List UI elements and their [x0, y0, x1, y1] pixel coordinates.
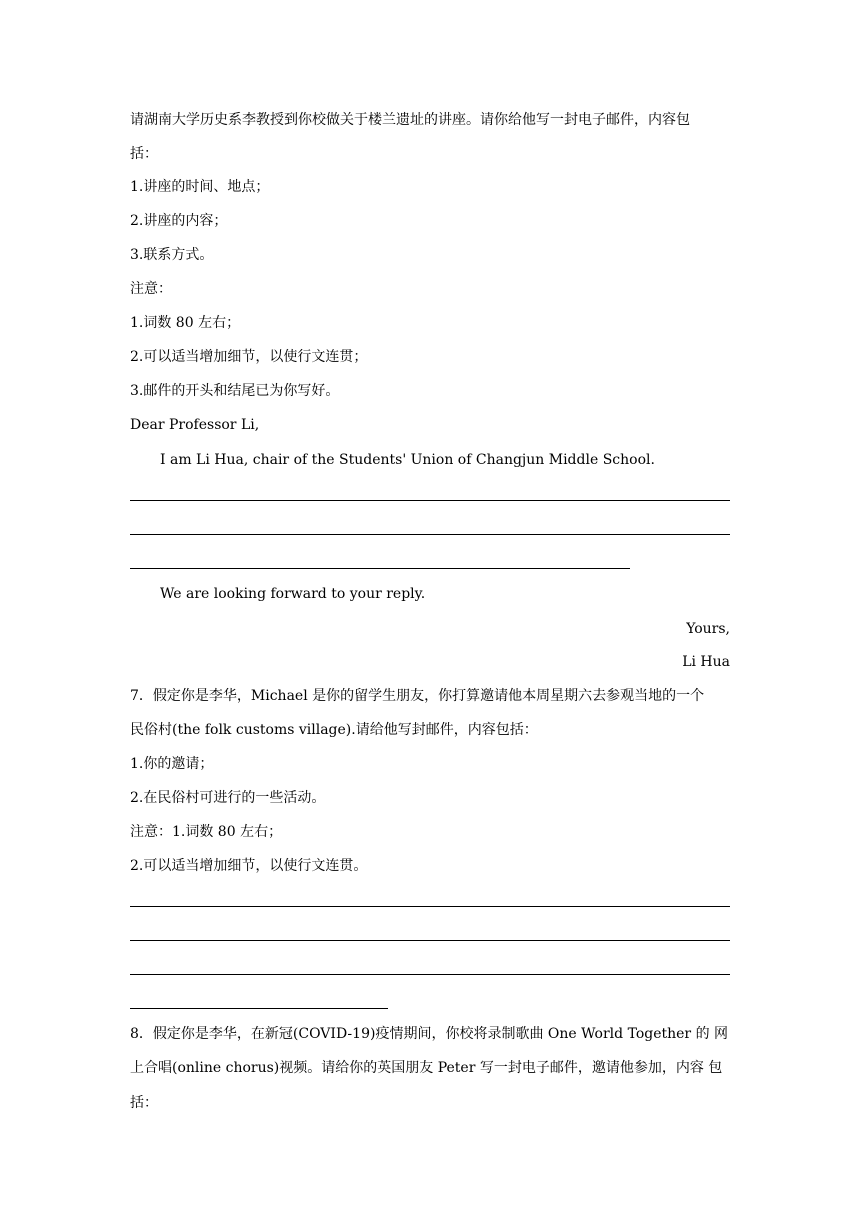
q7-prompt-line-2: 民俗村(the folk customs village).请给他写封邮件，内容包括： [130, 722, 538, 738]
q6-greeting: Dear Professor Li, [130, 417, 260, 433]
q6-opening-sentence: I am Li Hua, chair of the Students' Union of Changjun Middle School. [160, 452, 655, 468]
q7-note-2: 2.可以适当增加细节，以使行文连贯。 [130, 858, 368, 874]
q8-prompt-line-2: 上合唱(online chorus)视频。请给你的英国朋友 Peter 写一封电子邮件，邀请他参加，内容 包 [130, 1060, 723, 1076]
q6-answer-line-3 [130, 568, 630, 569]
q8-prompt-line-1: 8．假定你是李华，在新冠(COVID-19)疫情期间，你校将录制歌曲 One World Together 的 网 [130, 1026, 729, 1042]
q6-note-1: 1.词数 80 左右； [130, 315, 241, 331]
q6-requirement-3: 3.联系方式。 [130, 247, 214, 263]
q6-closing-sentence: We are looking forward to your reply. [160, 586, 426, 602]
q6-signature: Li Hua [682, 654, 730, 670]
q7-answer-line-3 [130, 974, 730, 975]
q7-requirement-2: 2.在民俗村可进行的一些活动。 [130, 790, 326, 806]
q7-answer-line-2 [130, 940, 730, 941]
q7-prompt-line-1: 7．假定你是李华，Michael 是你的留学生朋友，你打算邀请他本周星期六去参观当地的一个 [130, 688, 705, 704]
q7-answer-line-1 [130, 906, 730, 907]
q6-answer-line-1 [130, 500, 730, 501]
q6-signoff: Yours, [686, 621, 730, 637]
q6-notes-heading: 注意： [130, 281, 172, 297]
q7-requirement-1: 1.你的邀请； [130, 756, 214, 772]
q6-answer-line-2 [130, 534, 730, 535]
q8-prompt-line-3: 括： [130, 1095, 158, 1111]
q7-answer-line-4 [130, 1008, 388, 1009]
q6-requirement-2: 2.讲座的内容； [130, 213, 228, 229]
q6-requirement-1: 1.讲座的时间、地点； [130, 179, 270, 195]
q6-prompt-line-1: 请湖南大学历史系李教授到你校做关于楼兰遗址的讲座。请你给他写一封电子邮件，内容包 [130, 112, 690, 128]
q6-note-2: 2.可以适当增加细节，以使行文连贯； [130, 349, 368, 365]
q6-prompt-line-2: 括： [130, 146, 158, 162]
q7-note-1: 注意：1.词数 80 左右； [130, 824, 283, 840]
q6-note-3: 3.邮件的开头和结尾已为你写好。 [130, 383, 340, 399]
